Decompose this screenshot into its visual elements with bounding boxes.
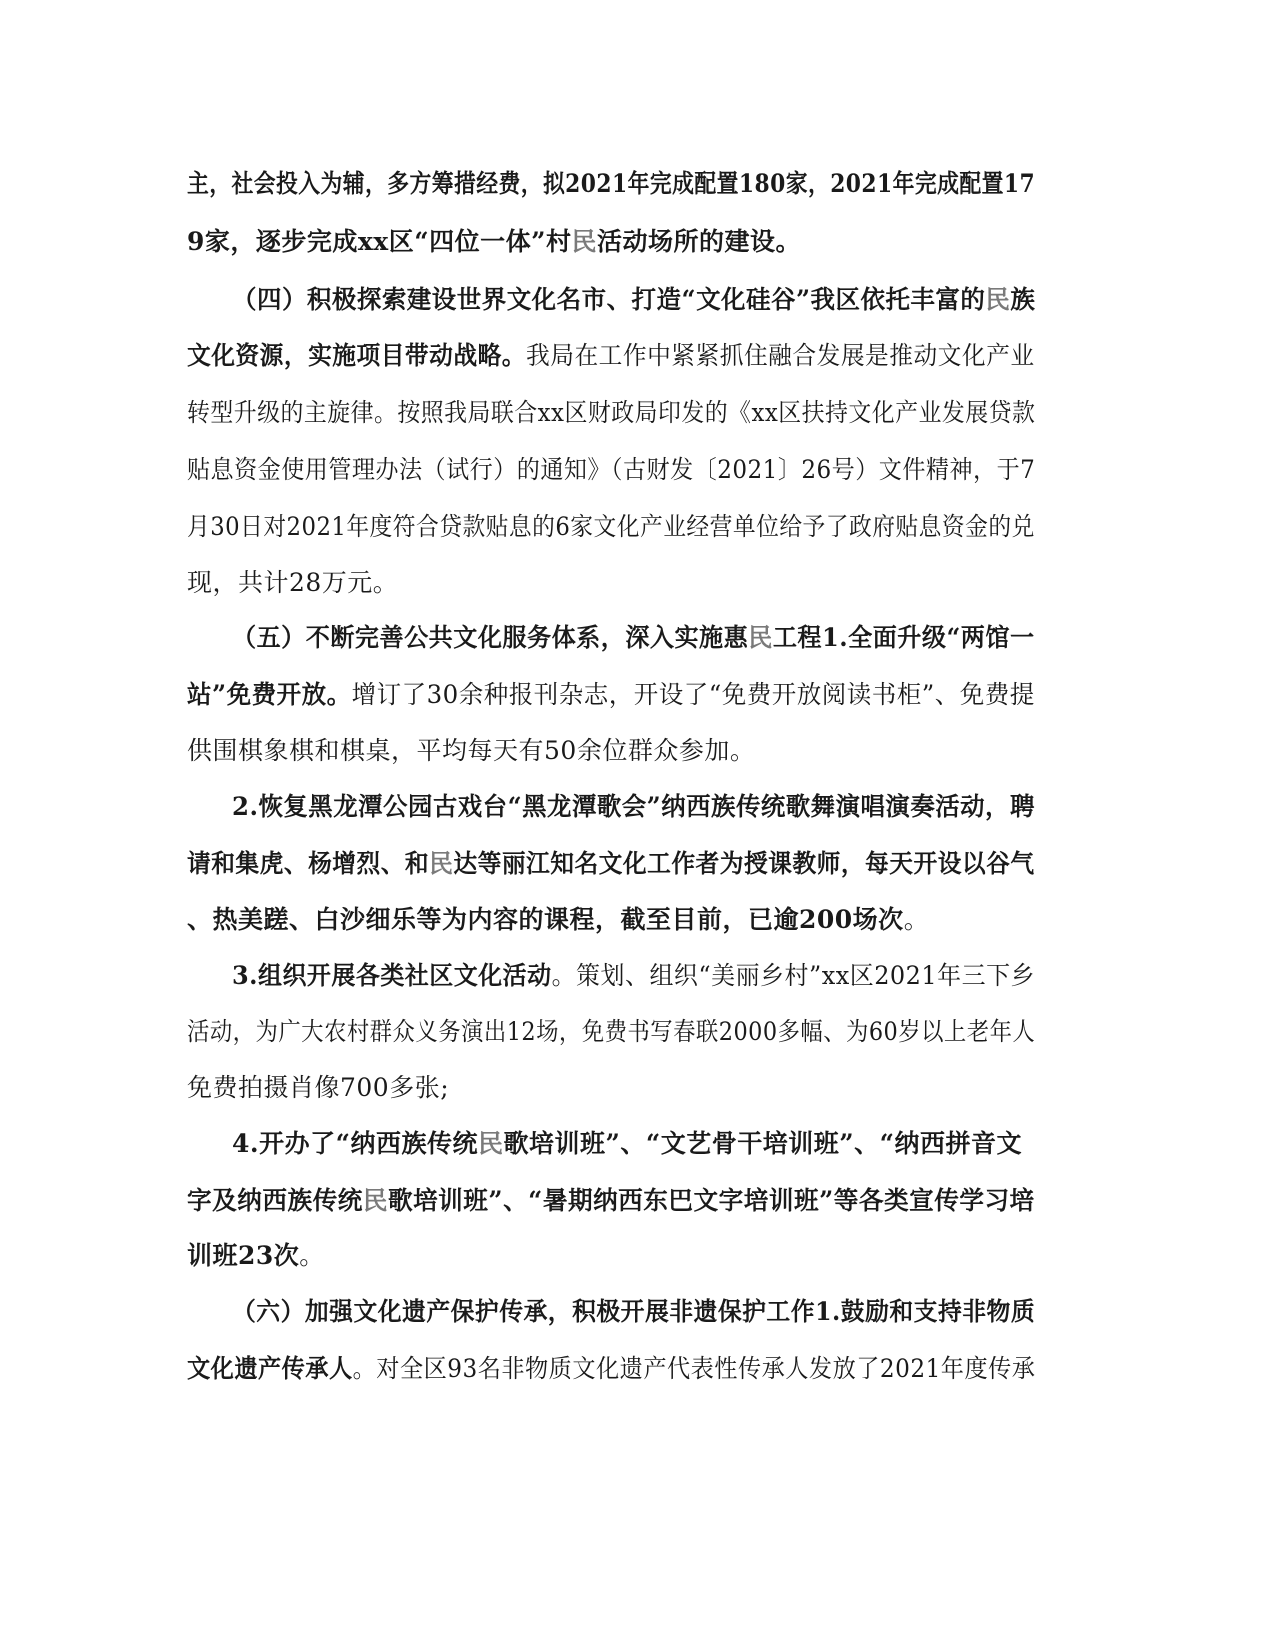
section-heading-6	[232, 1296, 1035, 1328]
text-bold: 训班23次	[187, 1241, 300, 1270]
text-bold: 9家，逐步完成xx区“四位一体”村	[187, 227, 572, 256]
text-line	[187, 454, 1035, 486]
text-bold: 文化资源，实施项目带动战略。	[187, 341, 527, 370]
text-bold: 2.恢复黑龙潭公园古戏台“黑龙潭歌会”纳西族传统歌舞演唱演奏活动，聘	[232, 792, 1035, 821]
list-item-2	[232, 791, 1035, 823]
text-normal: 月30日对2021年度符合贷款贴息的6家文化产业经营单位给予了政府贴息资金的兑	[187, 512, 1035, 541]
text-normal: 免费拍摄肖像700多张;	[187, 1073, 450, 1102]
section-heading-4	[232, 284, 1035, 316]
text-line	[187, 1072, 449, 1104]
text-line	[187, 1240, 325, 1272]
marked-char: 民	[362, 1186, 388, 1215]
text-normal: 供围棋象棋和棋桌，平均每天有50余位群众参加。	[187, 736, 756, 765]
text-normal: 。	[299, 1241, 325, 1270]
text-line	[187, 511, 1035, 543]
text-line	[187, 679, 1035, 711]
text-normal: 我局在工作中紧紧抓住融合发展是推动文化产业	[526, 341, 1035, 370]
text-bold: 字及纳西族传统	[187, 1186, 363, 1215]
text-line	[187, 735, 755, 767]
text-line	[187, 848, 1035, 880]
text-bold: （六）加强文化遗产保护传承，积极开展非遗保护工作1.鼓励和支持非物质	[232, 1297, 1036, 1326]
text-normal: 。对全区93名非物质文化遗产代表性传承人发放了2021年度传承	[352, 1354, 1036, 1383]
text-bold: 文化遗产传承人	[187, 1354, 353, 1383]
text-normal: 活动，为广大农村群众义务演出12场，免费书写春联2000多幅、为60岁以上老年人	[187, 1017, 1036, 1046]
text-normal: 。策划、组织“美丽乡村”xx区2021年三下乡	[551, 961, 1036, 990]
text-bold: 达等丽江知名文化工作者为授课教师，每天开设以谷气	[453, 849, 1035, 878]
section-heading-5	[232, 622, 1035, 654]
text-bold: 3.组织开展各类社区文化活动	[232, 961, 552, 990]
text-normal: 增订了30余种报刊杂志，开设了“免费开放阅读书柜”、免费提	[351, 680, 1035, 709]
text-bold: 族	[1010, 285, 1036, 314]
text-line	[187, 340, 1035, 372]
text-normal: 。	[903, 905, 930, 934]
marked-char: 民	[477, 1129, 504, 1158]
text-normal: 现，共计28万元。	[187, 568, 399, 597]
text-bold: 请和集虎、杨增烈、和	[187, 849, 430, 878]
text-bold: 4.开办了“纳西族传统	[232, 1129, 478, 1158]
marked-char: 民	[571, 227, 597, 256]
text-line	[187, 1016, 1035, 1048]
text-bold: （五）不断完善公共文化服务体系，深入实施惠	[232, 623, 749, 652]
marked-char: 民	[985, 285, 1011, 314]
list-item-3	[232, 960, 1035, 992]
text-bold: 活动场所的建设。	[596, 227, 801, 256]
text-normal: 转型升级的主旋律。按照我局联合xx区财政局印发的《xx区扶持文化产业发展贷款	[187, 398, 1036, 427]
text-bold: 歌培训班”、“暑期纳西东巴文字培训班”等各类宣传学习培	[387, 1186, 1035, 1215]
list-item-4	[232, 1128, 1022, 1160]
text-bold: 歌培训班”、“文艺骨干培训班”、“纳西拼音文	[503, 1129, 1023, 1158]
text-bold: 主，社会投入为辅，多方筹措经费，拟2021年完成配置180家，2021年完成配置17	[187, 169, 1036, 198]
marked-char: 民	[429, 849, 454, 878]
text-normal: 贴息资金使用管理办法（试行）的通知》（古财发〔2021〕26号）文件精神，于7	[187, 455, 1036, 484]
text-line	[187, 226, 801, 258]
marked-char: 民	[748, 623, 773, 652]
text-bold: （四）积极探索建设世界文化名市、打造“文化硅谷”我区依托丰富的	[232, 285, 986, 314]
text-line	[187, 397, 1035, 429]
text-line	[187, 1353, 1035, 1385]
text-line	[187, 1185, 1035, 1217]
text-line	[187, 168, 1035, 200]
text-line	[187, 567, 398, 599]
text-bold: 站”免费开放。	[187, 680, 352, 709]
text-bold: 工程1.全面升级“两馆一	[772, 623, 1035, 652]
text-line	[187, 904, 929, 936]
text-bold: 、热美蹉、白沙细乐等为内容的课程，截至目前，已逾200场次	[187, 905, 904, 934]
